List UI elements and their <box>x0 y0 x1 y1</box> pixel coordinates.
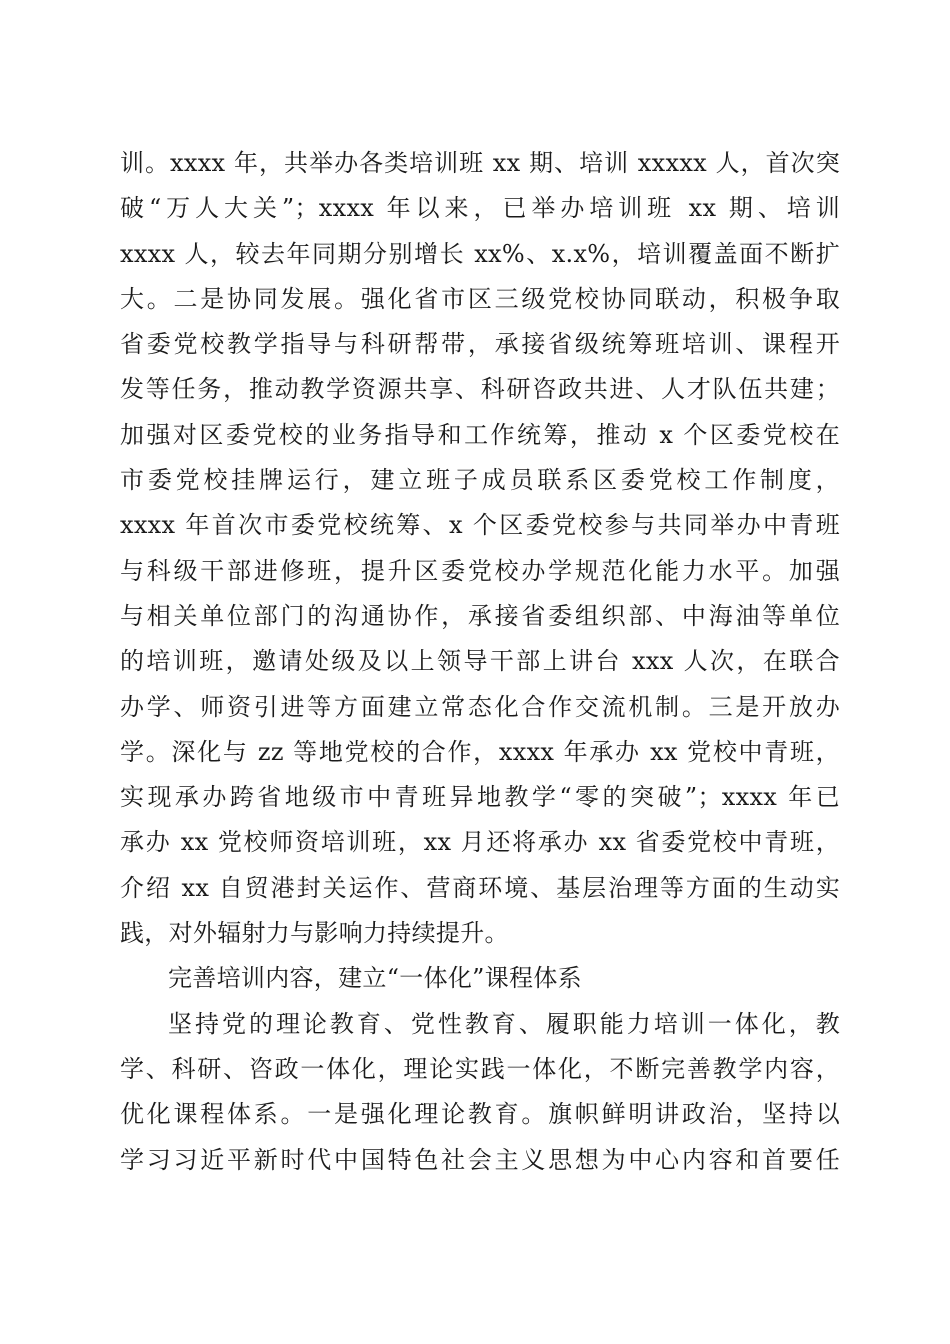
paragraph-training-development <box>120 141 840 956</box>
text-line: xxxx 年首次市委党校统筹、x 个区委党校参与共同举办中青班 <box>120 511 840 540</box>
document-body <box>120 141 840 1183</box>
text-line: 践，对外辐射力与影响力持续提升。 <box>120 919 509 948</box>
text-line: 与相关单位部门的沟通协作，承接省委组织部、中海油等单位 <box>120 601 840 630</box>
text-line: 破“万人大关”；xxxx 年以来，已举办培训班 xx 期、培训 <box>120 194 840 223</box>
text-line: 学习习近平新时代中国特色社会主义思想为中心内容和首要任 <box>120 1145 840 1174</box>
text-line: 省委党校教学指导与科研帮带，承接省级统筹班培训、课程开 <box>120 330 840 359</box>
text-line: 学、科研、咨政一体化，理论实践一体化，不断完善教学内容， <box>120 1054 840 1083</box>
text-line: 实现承办跨省地级市中青班异地教学“零的突破”；xxxx 年已 <box>120 783 840 812</box>
text-line: 学。深化与 zz 等地党校的合作，xxxx 年承办 xx 党校中青班， <box>120 737 840 766</box>
text-line: 承办 xx 党校师资培训班，xx 月还将承办 xx 省委党校中青班， <box>120 828 840 857</box>
text-line: 的培训班，邀请处级及以上领导干部上讲台 xxx 人次，在联合 <box>120 647 840 676</box>
text-line: 坚持党的理论教育、党性教育、履职能力培训一体化，教 <box>168 1009 840 1038</box>
text-line: 办学、师资引进等方面建立常态化合作交流机制。三是开放办 <box>120 692 840 721</box>
text-line: 介绍 xx 自贸港封关运作、营商环境、基层治理等方面的生动实 <box>120 873 840 902</box>
text-line: xxxx 人，较去年同期分别增长 xx%、x.x%，培训覆盖面不断扩 <box>120 239 840 268</box>
text-line: 发等任务，推动教学资源共享、科研咨政共进、人才队伍共建； <box>120 375 840 404</box>
text-line: 训。xxxx 年，共举办各类培训班 xx 期、培训 xxxxx 人，首次突 <box>120 149 840 177</box>
text-line: 加强对区委党校的业务指导和工作统筹，推动 x 个区委党校在 <box>120 420 840 449</box>
text-line: 市委党校挂牌运行，建立班子成员联系区委党校工作制度， <box>120 466 840 495</box>
text-line: 优化课程体系。一是强化理论教育。旗帜鲜明讲政治，坚持以 <box>120 1100 840 1129</box>
paragraph-curriculum <box>120 1002 840 1183</box>
text-line: 大。二是协同发展。强化省市区三级党校协同联动，积极争取 <box>120 284 840 313</box>
section-heading: 完善培训内容，建立“一体化”课程体系 <box>168 964 582 993</box>
text-line: 与科级干部进修班，提升区委党校办学规范化能力水平。加强 <box>120 556 840 585</box>
